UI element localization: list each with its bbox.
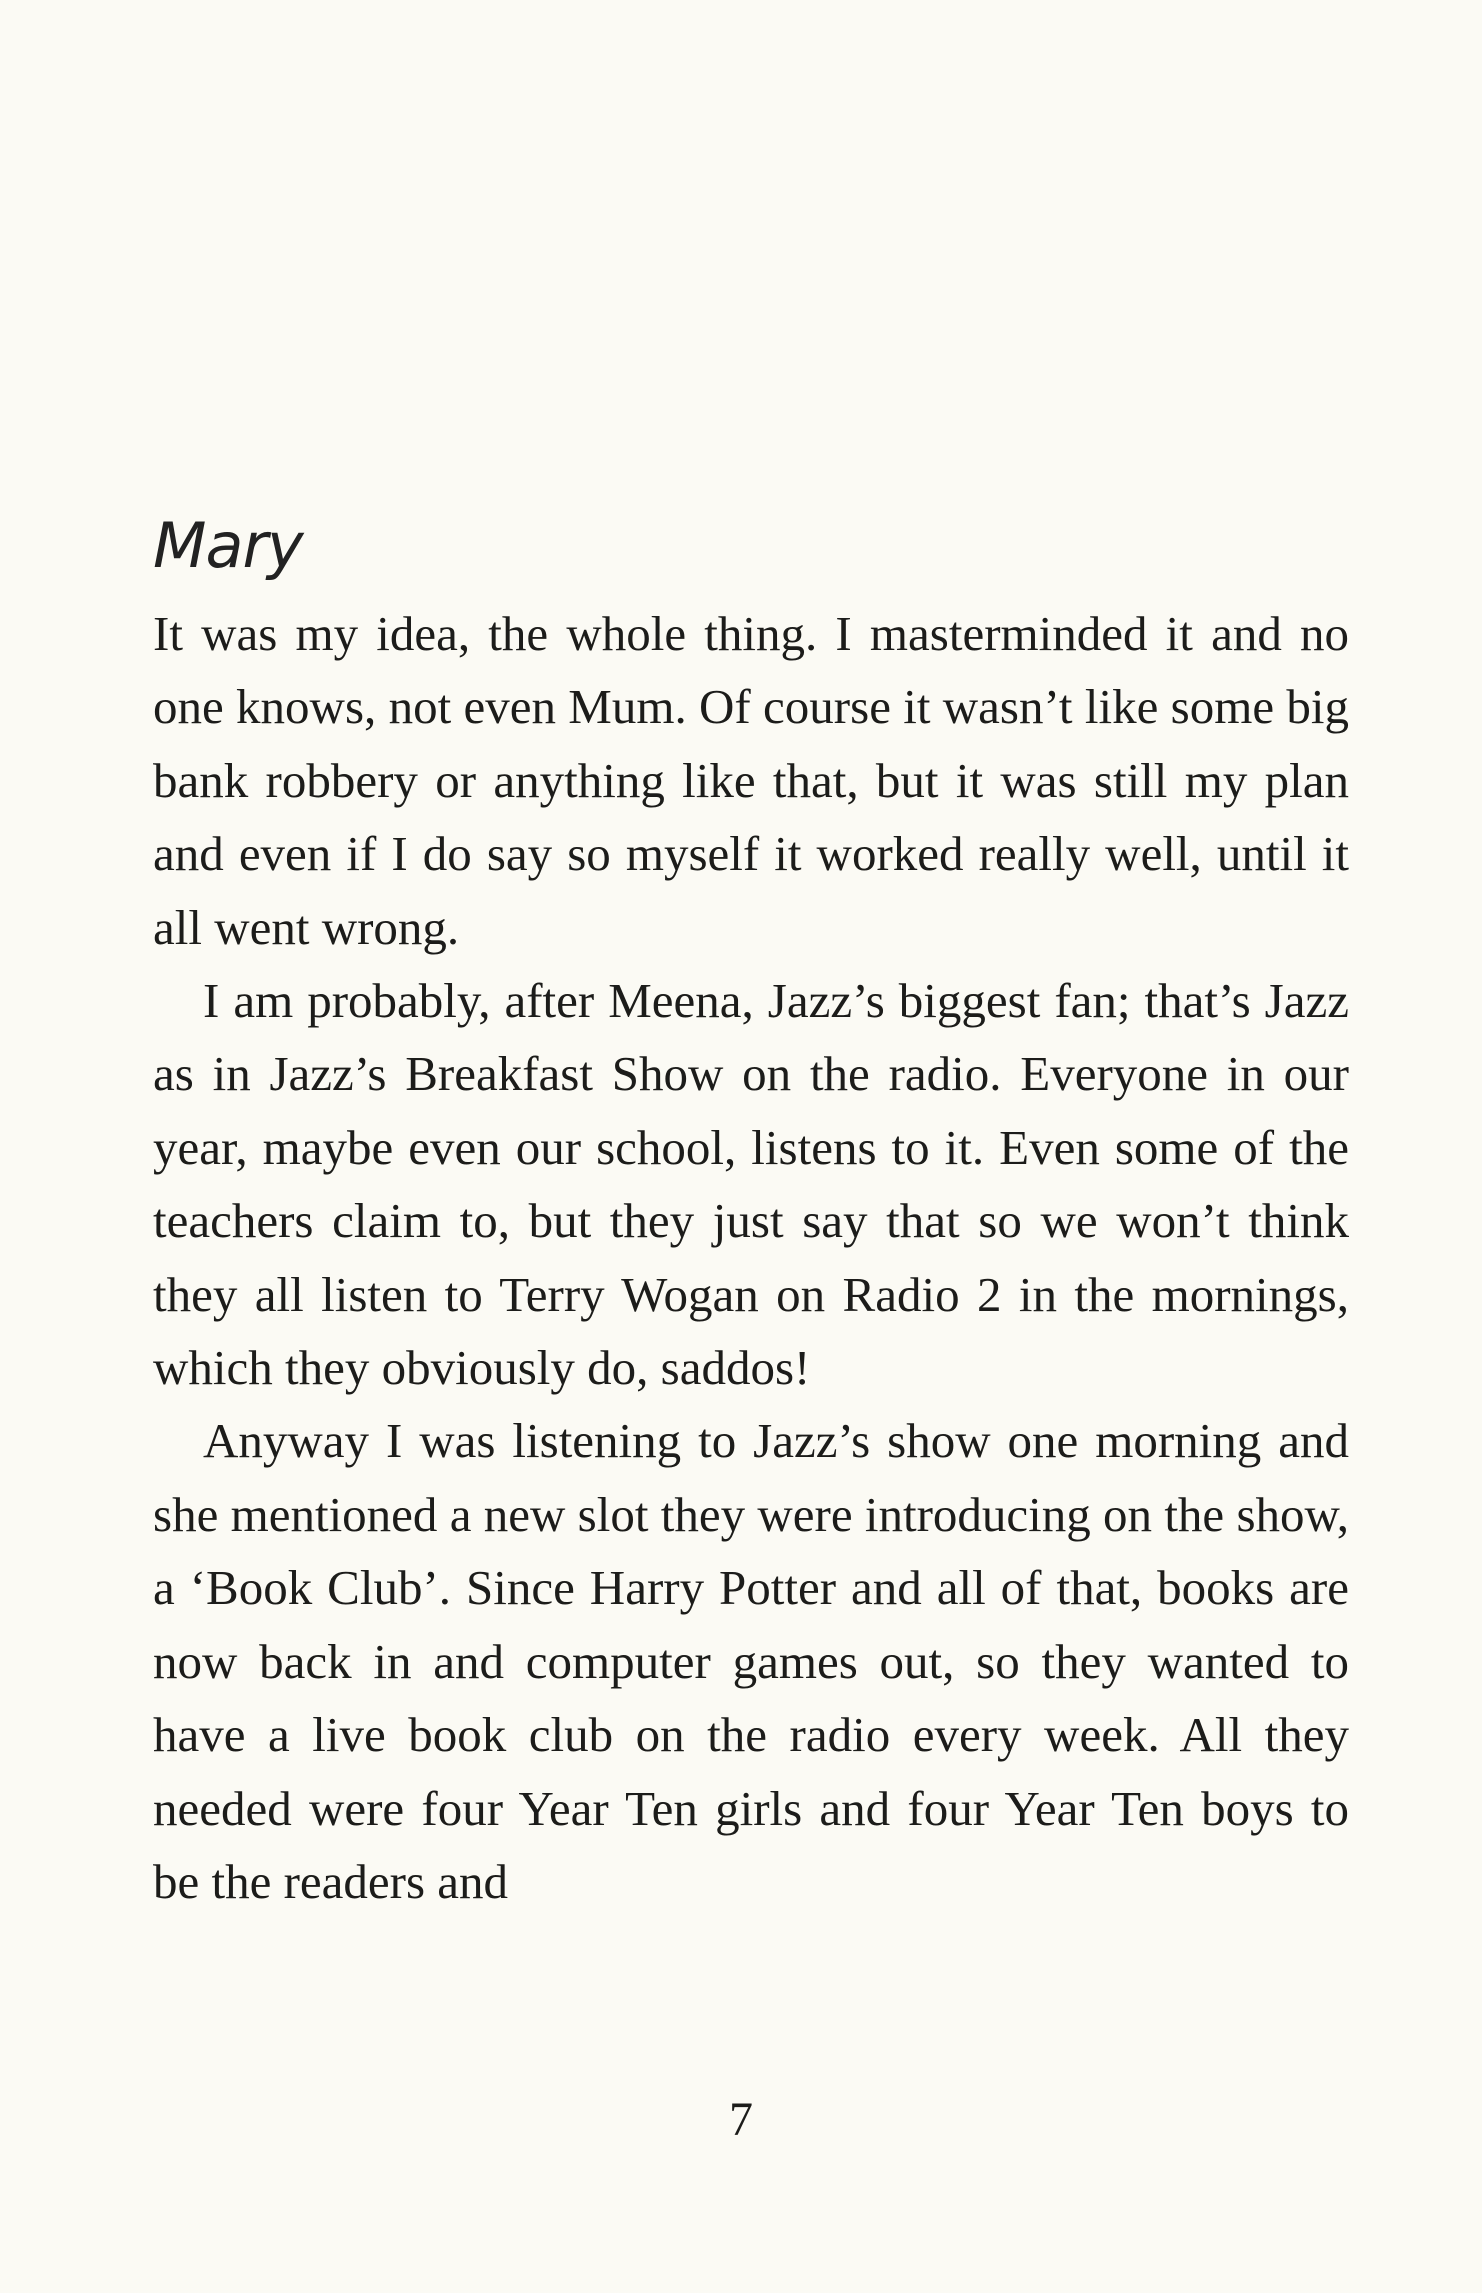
body-text bbox=[153, 597, 1349, 1918]
paragraph-3: Anyway I was listening to Jazz’s show one morning and she mentioned a new slot they were introducing on the show, a ‘Book Club’. Since Harry Potter and all of that, books are now back in and computer games out, so they wanted to have a live book club on the radio every week. All they needed were four Year Ten girls and four Year Ten boys to be the readers and bbox=[153, 1413, 1349, 1909]
chapter-title: Mary bbox=[153, 509, 303, 582]
paragraph-1: It was my idea, the whole thing. I masterminded it and no one knows, not even Mum. Of course it wasn’t like some big bank robbery or anything like that, but it was still my plan and even if I do say so myself it worked really well, until it all went wrong. bbox=[153, 606, 1349, 955]
page-number: 7 bbox=[729, 2093, 753, 2146]
paragraph-2: I am probably, after Meena, Jazz’s biggest fan; that’s Jazz as in Jazz’s Breakfast Show on the radio. Everyone in our year, maybe even our school, listens to it. Even some of the teachers claim to, but they just say that so we won’t think they all listen to Terry Wogan on Radio 2 in the mornings, which they obviously do, saddos! bbox=[153, 973, 1349, 1396]
